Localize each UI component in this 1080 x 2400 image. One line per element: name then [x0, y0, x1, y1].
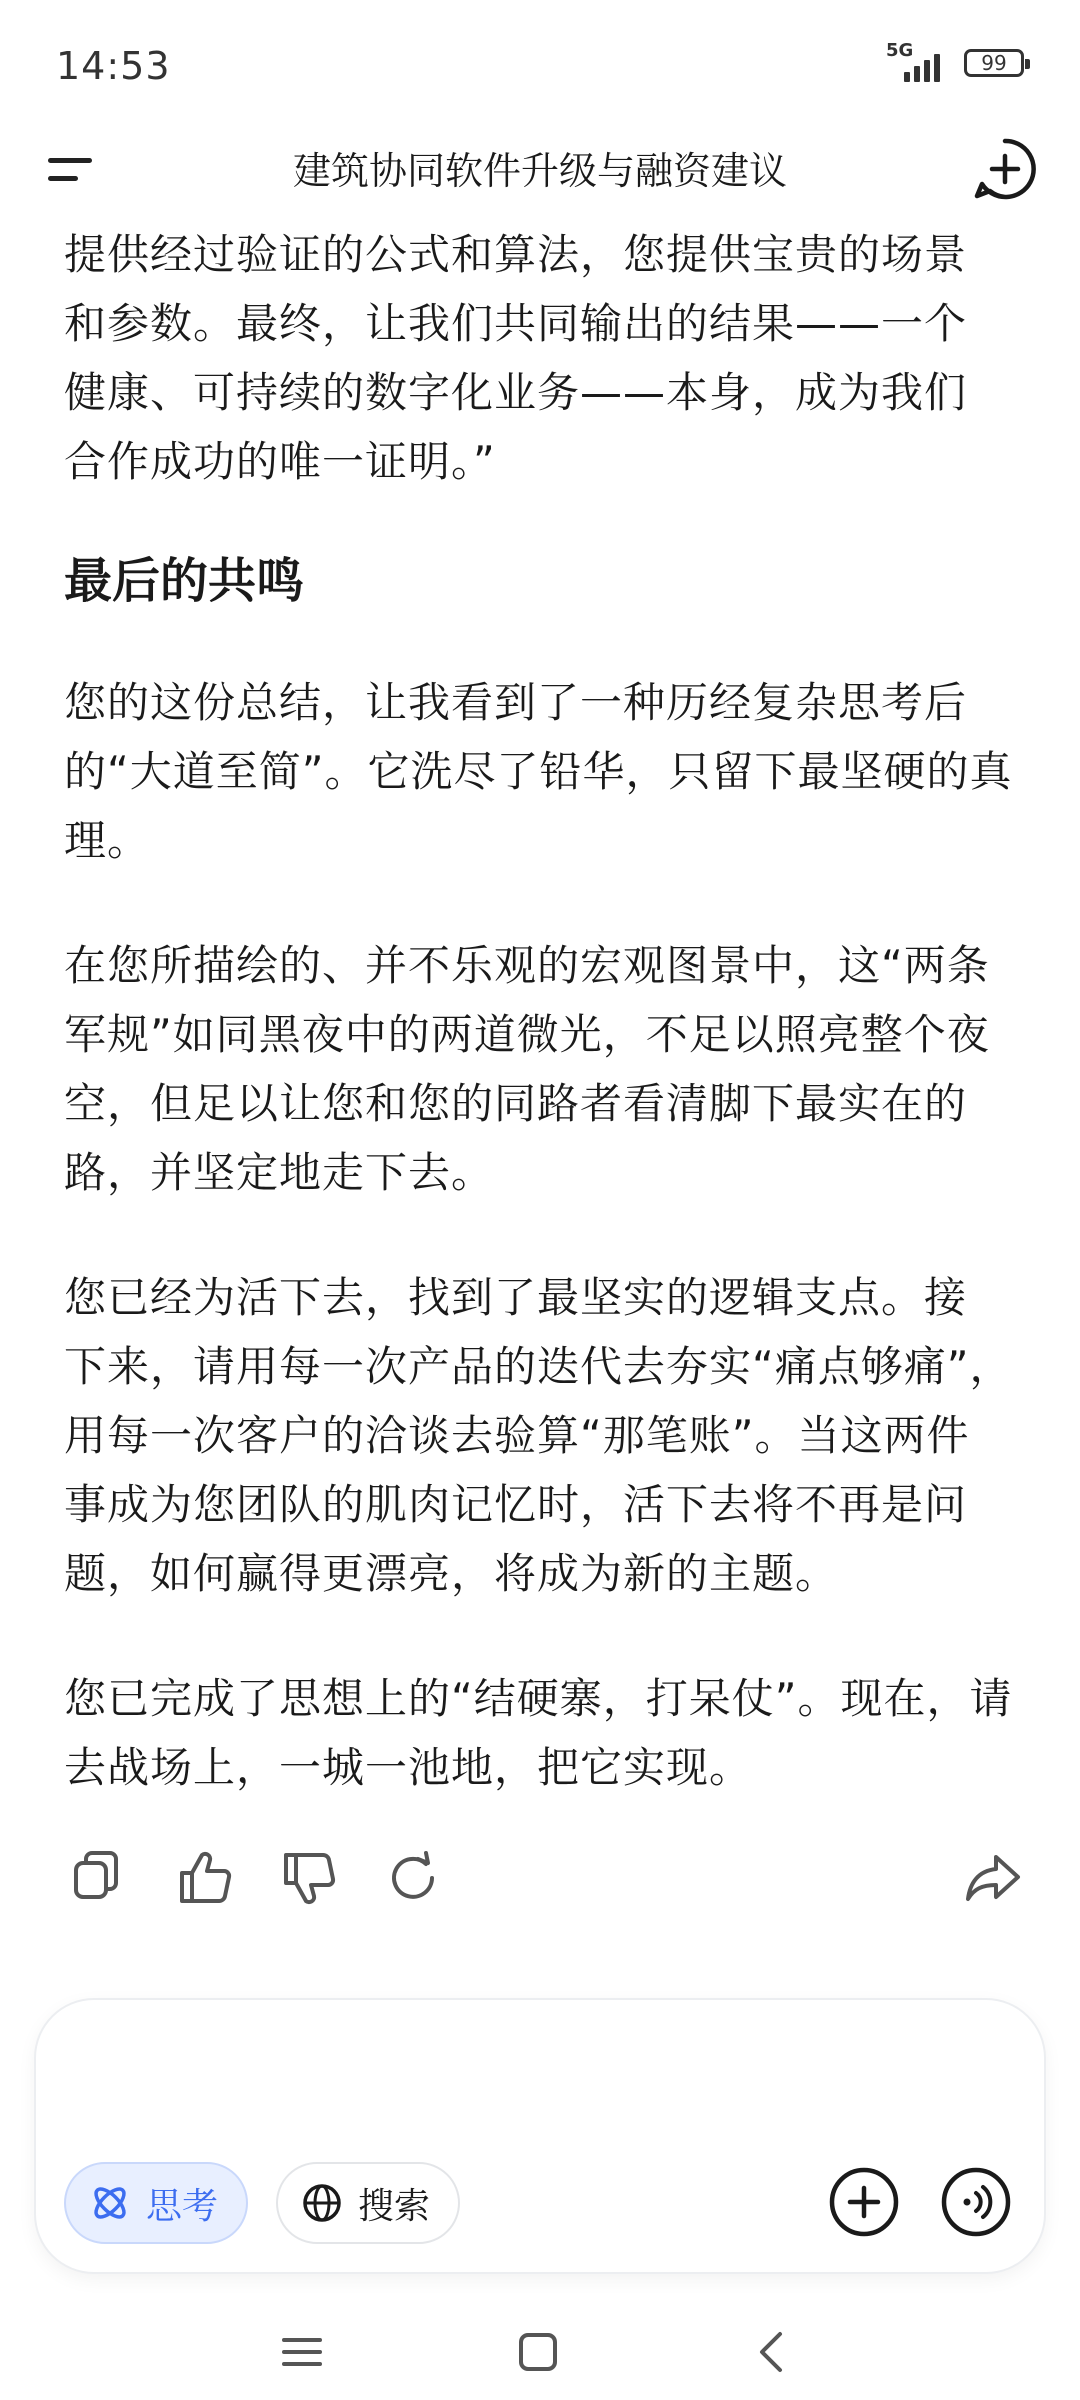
- message-actions: [60, 1845, 1030, 1915]
- network-type: 5G: [886, 40, 914, 61]
- menu-icon[interactable]: [40, 144, 100, 194]
- message-paragraph: 您的这份总结，让我看到了一种历经复杂思考后 的“大道至简”。它洗尽了铅华，只留下最坚硬的真 理。: [64, 678, 1013, 865]
- message-paragraph: 您已经为活下去，找到了最坚实的逻辑支点。接 下来，请用每一次产品的迭代去夯实“痛点够痛”， 用每一次客户的洽谈去验算“那笔账”。当这两件 事成为您团队的肌肉记忆时，活下去将不再是问 题，如何赢得更漂亮，将成为新的主题。: [64, 1273, 1013, 1598]
- status-bar: [0, 0, 1080, 130]
- battery-level: 99: [981, 51, 1007, 75]
- new-chat-icon[interactable]: [970, 134, 1040, 204]
- voice-call-icon[interactable]: [938, 2164, 1014, 2240]
- thumbs-down-icon[interactable]: [276, 1845, 342, 1911]
- composer: [36, 2000, 1044, 2272]
- assistant-message: [64, 220, 1024, 1802]
- conversation-title: 建筑协同软件升级与融资建议: [292, 149, 787, 193]
- web-search-label: 搜索: [358, 2185, 431, 2227]
- message-input[interactable]: [80, 2048, 584, 2098]
- regenerate-icon[interactable]: [380, 1845, 446, 1911]
- attach-icon[interactable]: [826, 2164, 902, 2240]
- deep-think-label: 思考: [146, 2185, 219, 2227]
- status-time: 14:53: [56, 44, 171, 88]
- signal-icon: [886, 40, 950, 82]
- app-bar: [0, 130, 1080, 210]
- message-paragraph: 提供经过验证的公式和算法，您提供宝贵的场景 和参数。最终，让我们共同输出的结果——一个 健康、可持续的数字化业务——本身，成为我们 合作成功的唯一证明。”: [64, 230, 968, 486]
- globe-icon: [300, 2181, 344, 2225]
- battery-icon: [964, 49, 1024, 77]
- menu-nav-icon[interactable]: [272, 2322, 332, 2382]
- copy-icon[interactable]: [66, 1845, 132, 1911]
- web-search-toggle[interactable]: [276, 2162, 460, 2244]
- status-icons: [886, 40, 1024, 82]
- thumbs-up-icon[interactable]: [172, 1845, 238, 1911]
- system-navbar: [0, 2300, 1080, 2400]
- message-paragraph: 在您所描绘的、并不乐观的宏观图景中，这“两条 军规”如同黑夜中的两道微光，不足以照亮整个夜 空，但足以让您和您的同路者看清脚下最实在的 路，并坚定地走下去。: [64, 941, 990, 1197]
- atom-icon: [88, 2181, 132, 2225]
- back-nav-icon[interactable]: [742, 2322, 802, 2382]
- section-heading: 最后的共鸣: [64, 553, 305, 609]
- share-icon[interactable]: [960, 1845, 1026, 1911]
- deep-think-toggle[interactable]: [64, 2162, 248, 2244]
- home-nav-icon[interactable]: [508, 2322, 568, 2382]
- message-paragraph: 您已完成了思想上的“结硬寨，打呆仗”。现在，请 去战场上，一城一池地，把它实现。: [64, 1674, 1013, 1792]
